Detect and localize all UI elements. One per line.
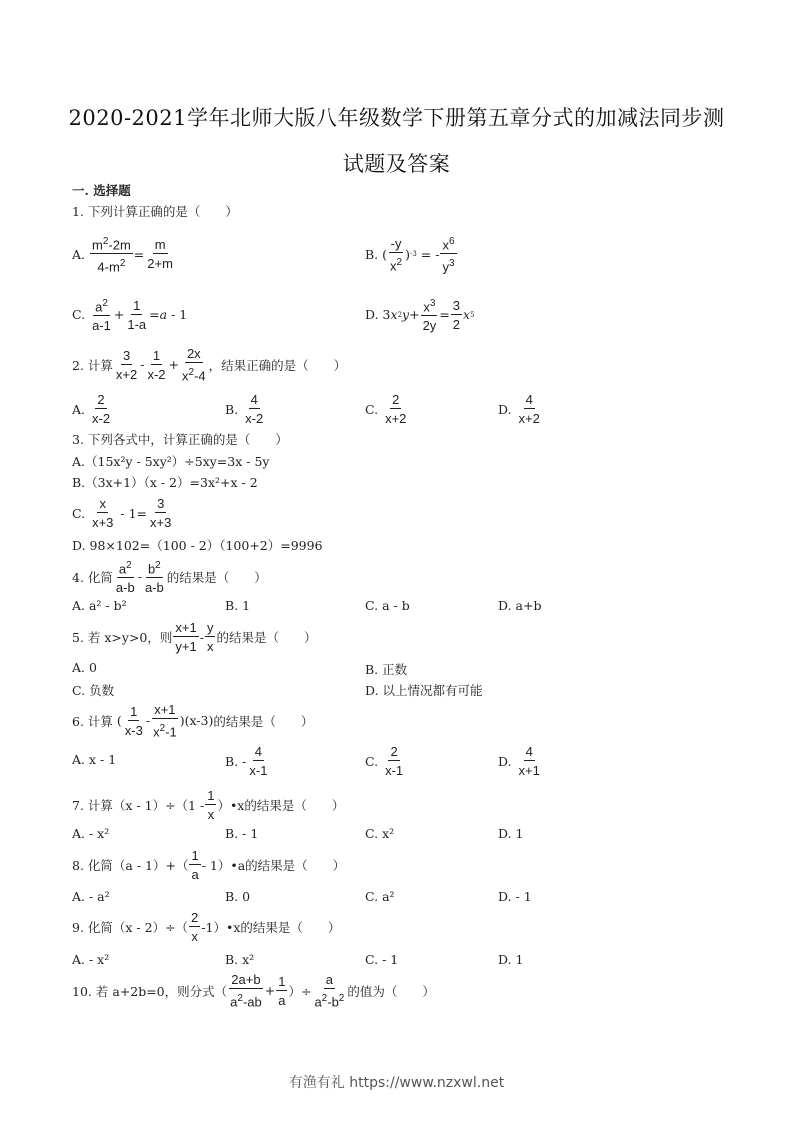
q6-option-d: D. $\frac{4}{x+1}$ bbox=[498, 744, 540, 778]
question-6-stem: 6. 计算 ( $\frac{1}{x-3}$ - $\frac{x+1}{x^2-1}$ )(x-3) 的结果是（ ） bbox=[72, 702, 314, 740]
question-8-stem: 8. 化简（a - 1）+（ $\frac{1}{a}$ - 1）•a的结果是（ ） bbox=[72, 848, 346, 882]
section-heading: 一. 选择题 bbox=[72, 183, 131, 198]
q7-option-d: D. 1 bbox=[498, 826, 524, 841]
q9-option-d: D. 1 bbox=[498, 952, 524, 967]
q1-option-a: A. $\frac{m^2-2m}{4-m^2}$ = $\frac{m}{2+m}$ bbox=[72, 236, 173, 275]
q3-option-a: A.（15x²y - 5xy²）÷5xy=3x - 5y bbox=[72, 454, 270, 469]
q2-option-d: D. $\frac{4}{x+2}$ bbox=[498, 392, 540, 426]
q9-option-c: C. - 1 bbox=[365, 952, 399, 967]
q2-option-b: B. $\frac{4}{x-2}$ bbox=[225, 392, 264, 426]
q9-option-a: A. - x² bbox=[72, 952, 110, 967]
q5-option-d: D. 以上情况都有可能 bbox=[365, 683, 483, 698]
q6-option-a: A. x - 1 bbox=[72, 752, 117, 767]
q3-option-d: D. 98×102=（100 - 2）（100+2）=9996 bbox=[72, 538, 323, 553]
q4-option-c: C. a - b bbox=[365, 598, 410, 613]
q8-option-c: C. a² bbox=[365, 889, 395, 904]
question-4-stem: 4. 化简 $\frac{a^2}{a-b}$ - $\frac{b^2}{a-b}$ 的结果是（ ） bbox=[72, 560, 267, 596]
question-7-stem: 7. 计算（x - 1）÷（1 - $\frac{1}{x}$ ）•x的结果是（ ） bbox=[72, 788, 345, 822]
q2-option-c: C. $\frac{2}{x+2}$ bbox=[365, 392, 407, 426]
q4-option-b: B. 1 bbox=[225, 598, 251, 613]
q4-option-d: D. a+b bbox=[498, 598, 542, 613]
document-title-line2: 试题及答案 bbox=[342, 152, 451, 176]
question-10-stem: 10. 若 a+2b=0，则分式（ $\frac{2a+b}{a^2-ab}$ + $\frac{1}{a}$ ）÷ $\frac{a}{a^2-b^2}$ 的值为（ ） bbox=[72, 972, 435, 1010]
q2-option-a: A. $\frac{2}{x-2}$ bbox=[72, 392, 111, 426]
q1-option-d: D. 3 x 2 y + $\frac{x^3}{2y}$ = $\frac{3}{2}$ x 5 bbox=[365, 297, 475, 334]
q6-option-b: B. - $\frac{4}{x-1}$ bbox=[225, 744, 268, 778]
question-1-stem: 1. 下列计算正确的是（ ） bbox=[72, 204, 238, 219]
q5-option-c: C. 负数 bbox=[72, 683, 115, 698]
q8-option-d: D. - 1 bbox=[498, 889, 532, 904]
question-5-stem: 5. 若 x>y>0，则 $\frac{x+1}{y+1}$ - $\frac{y}{x}$ 的结果是（ ） bbox=[72, 620, 317, 654]
q1-option-c: C. $\frac{a^2}{a-1}$ + $\frac{1}{1-a}$ = a - 1 bbox=[72, 297, 188, 334]
footer-watermark: 有渔有礼 https://www.nzxwl.net bbox=[288, 1075, 505, 1091]
q4-option-a: A. a² - b² bbox=[72, 598, 127, 613]
q1-option-b: B. ( $\frac{-y}{x^2}$ ) -3 = - $\frac{x^6}{y^3}$ bbox=[365, 235, 455, 275]
q5-option-a: A. 0 bbox=[72, 660, 97, 675]
q5-option-b: B. 正数 bbox=[365, 662, 408, 677]
q6-option-c: C. $\frac{2}{x-1}$ bbox=[365, 744, 404, 778]
question-3-stem: 3. 下列各式中，计算正确的是（ ） bbox=[72, 432, 288, 447]
document-title-line1: 2020-2021学年北师大版八年级数学下册第五章分式的加减法同步测 bbox=[68, 106, 725, 130]
question-2-stem: 2. 计算 $\frac{3}{x+2}$ - $\frac{1}{x-2}$ + $\frac{2x}{x^2-4}$ ，结果正确的是（ ） bbox=[72, 346, 347, 384]
q7-option-b: B. - 1 bbox=[225, 826, 259, 841]
q7-option-c: C. x² bbox=[365, 826, 395, 841]
q3-option-c: C. $\frac{x}{x+3}$ - 1= $\frac{3}{x+3}$ bbox=[72, 496, 172, 530]
q8-option-a: A. - a² bbox=[72, 889, 110, 904]
q9-option-b: B. x² bbox=[225, 952, 255, 967]
question-9-stem: 9. 化简（x - 2）÷（ $\frac{2}{x}$ -1）•x的结果是（ ） bbox=[72, 910, 341, 944]
q8-option-b: B. 0 bbox=[225, 889, 251, 904]
q7-option-a: A. - x² bbox=[72, 826, 110, 841]
q3-option-b: B.（3x+1）（x - 2）=3x²+x - 2 bbox=[72, 475, 258, 490]
